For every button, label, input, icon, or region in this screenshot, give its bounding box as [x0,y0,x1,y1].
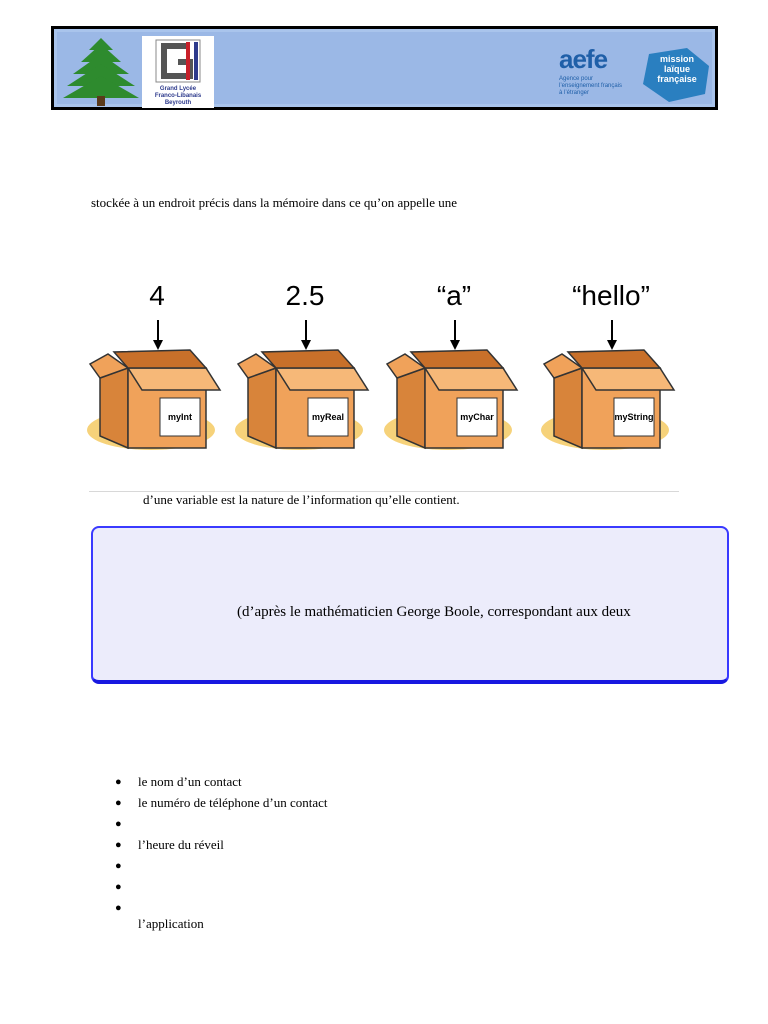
list-item-text: le nom d’un contact [138,774,242,789]
mission-laique-text [649,54,705,84]
school-name [142,86,214,107]
list-item [110,835,328,856]
aefe-subtitle-line: à l’étranger [559,90,590,96]
mission-line: française [657,74,697,84]
box-mychar [384,320,517,450]
box-value: “a” [436,280,472,311]
list-item-text: l’heure du réveil [138,837,224,852]
bullet-icon: ● [115,881,122,893]
box-label: myReal [311,412,345,422]
bullet-icon: ● [115,860,122,872]
list-item [110,793,328,814]
callout-text: (d’après le mathématicien George Boole, correspondant aux deux [237,604,631,620]
aefe-logo [557,40,715,108]
list-item [110,814,328,835]
aefe-wordmark: aefe [559,44,608,74]
boxes-drawing [86,280,686,460]
school-name-line: Beyrouth [164,100,192,106]
banner-background [57,32,712,104]
bullet-icon: ● [115,902,122,914]
box-label: myString [614,412,654,422]
list-item [110,772,328,793]
box-value: 2.5 [285,280,325,311]
school-name-line: Franco-Libanais [154,93,202,99]
box-myreal [235,320,368,450]
box-myint [87,320,220,450]
school-logo-mark-icon [142,36,214,86]
box-label: myChar [460,412,494,422]
paragraph-type: d’une variable est la nature de l’information qu’elle contient. [143,492,460,507]
box-value: “hello” [572,280,650,311]
list-item [110,877,328,898]
bullet-icon: ● [115,839,122,851]
box-mystring [541,320,674,450]
bullet-icon: ● [115,797,122,809]
box-value: 4 [149,280,165,311]
aefe-subtitle [559,76,629,97]
definition-callout [91,526,729,684]
paragraph-memory: stockée à un endroit précis dans la mémoire dans ce qu’on appelle une [91,195,458,210]
bullet-icon: ● [115,818,122,830]
bullet-icon: ● [115,776,122,788]
examples-list [110,772,328,919]
school-name-line: Grand Lycée [159,86,197,92]
list-item-text: le numéro de téléphone d’un contact [138,795,328,810]
aefe-subtitle-line: Agence pour [559,76,594,82]
list-item [110,856,328,877]
mission-line: laïque [663,64,690,74]
variable-boxes-illustration [86,280,686,460]
header-banner [51,26,718,110]
cedar-tree-icon [63,36,139,108]
aefe-subtitle-line: l’enseignement français [559,83,623,89]
mission-line: mission [659,54,694,64]
school-logo [142,36,214,108]
paragraph-application: l’application [138,916,204,931]
box-label: myInt [167,412,193,422]
